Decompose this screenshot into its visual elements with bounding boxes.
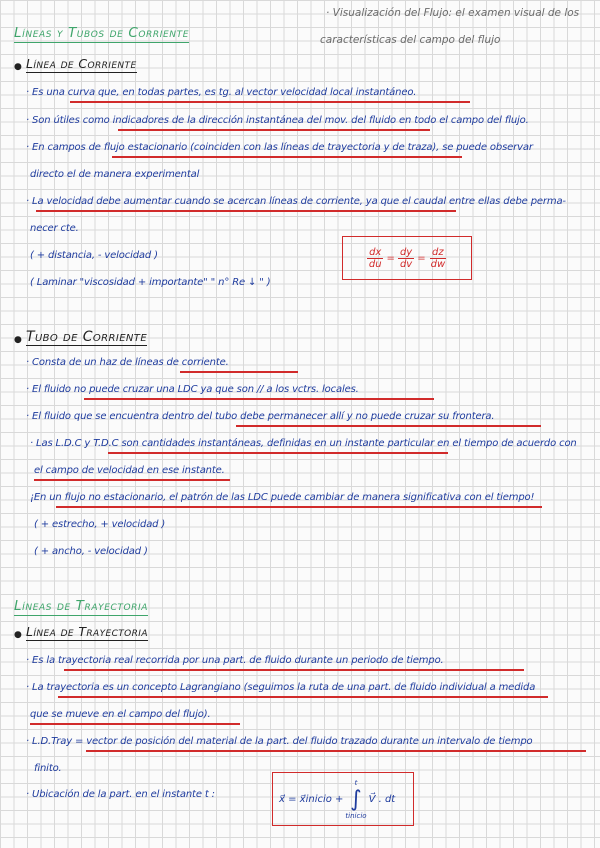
underline-mark [30, 723, 240, 725]
fraction-dx-du [367, 247, 384, 270]
text-line: necer cte. [30, 223, 79, 234]
fraction-numerator: dz [432, 246, 444, 258]
text-line: que se mueve en el campo del flujo). [30, 709, 211, 720]
text-line: · La trayectoria es un concepto Lagrangiano (seguimos la ruta de una part. de fluido individual a medida [26, 682, 536, 693]
equals-sign: = [386, 252, 395, 264]
text-line: ( Laminar "viscosidad + importante" " n° Re ↓ " ) [30, 277, 271, 288]
fraction-dz-dw [429, 247, 448, 270]
text-line: · L.D.Tray = vector de posición del material de la part. del fluido trazado durante un intervalo de tiempo [26, 736, 533, 747]
fraction-numerator: dy [399, 246, 413, 258]
section-title-lineas-trayectoria: Líneas de Trayectoria [14, 598, 149, 614]
underline-mark [70, 101, 470, 103]
text-line: · Ubicación de la part. en el instante t : [26, 789, 215, 800]
underline-mark [36, 210, 456, 212]
underline-mark [108, 452, 448, 454]
text-line: · En campos de flujo estacionario (coinciden con las líneas de trayectoria y de traza), se puede observar [26, 142, 533, 153]
underline-mark [236, 425, 541, 427]
text-line: ( + estrecho, + velocidad ) [34, 519, 166, 530]
integral-group [345, 779, 366, 820]
text-line: · El fluido que se encuentra dentro del tubo debe permanecer allí y no puede cruzar su frontera. [26, 411, 495, 422]
text-line: · Consta de un haz de líneas de corriente. [26, 357, 229, 368]
text-line: · El fluido no puede cruzar una LDC ya que son // a los vctrs. locales. [26, 384, 359, 395]
fraction-dy-dv [398, 247, 414, 270]
section-title-tubo-corriente: Tubo de Corriente [26, 329, 148, 345]
fraction-denominator: du [368, 258, 382, 270]
header-note-line2: características del campo del flujo [320, 34, 501, 46]
integral-lower-limit: tinicio [345, 811, 367, 820]
equation-lhs: x⃗ = x⃗inicio + [279, 793, 344, 805]
text-line: ¡En un flujo no estacionario, el patrón de las LDC puede cambiar de manera significativa con el tiempo! [30, 492, 535, 503]
underline-mark [58, 696, 548, 698]
text-line: ( + ancho, - velocidad ) [34, 546, 148, 557]
fraction-denominator: dw [430, 258, 446, 270]
underline-mark [118, 129, 430, 131]
integrand: V⃗ . dt [368, 793, 396, 805]
bullet-icon: ● [14, 62, 22, 72]
text-line: · Las L.D.C y T.D.C son cantidades instantáneas, definidas en un instante particular en el tiempo de acuerdo con [30, 438, 577, 449]
underline-mark [86, 750, 586, 752]
bullet-icon: ● [14, 630, 22, 640]
text-line: el campo de velocidad en ese instante. [34, 465, 225, 476]
integral-upper-limit: t [354, 778, 358, 787]
text-line: directo el de manera experimental [30, 169, 200, 180]
particle-position-equation-box [272, 772, 414, 826]
section-title-lineas-tubos: Líneas y Tubos de Corriente [14, 25, 190, 41]
text-line: · Es la trayectoria real recorrida por una part. de fluido durante un periodo de tiempo. [26, 655, 444, 666]
underline-mark [34, 479, 230, 481]
bullet-icon: ● [14, 335, 22, 345]
subsection-title-linea-trayectoria: Línea de Trayectoria [26, 624, 148, 639]
text-line: finito. [34, 763, 62, 774]
streamline-equation-box [342, 236, 472, 280]
text-line: · Es una curva que, en todas partes, es tg. al vector velocidad local instantáneo. [26, 87, 417, 98]
underline-mark [84, 398, 434, 400]
underline-mark [56, 506, 542, 508]
fraction-denominator: dv [399, 258, 413, 270]
text-line: · La velocidad debe aumentar cuando se acercan líneas de corriente, ya que el caudal entre ellas debe perma- [26, 196, 566, 207]
integral-sign: ∫ [350, 786, 362, 812]
subsection-title-linea-corriente: Línea de Corriente [26, 56, 137, 71]
underline-mark [112, 156, 462, 158]
text-line: ( + distancia, - velocidad ) [30, 250, 158, 261]
header-note-line1: · Visualización del Flujo: el examen visual de los [326, 7, 580, 19]
text-line: · Son útiles como indicadores de la dirección instantánea del mov. del fluido en todo el campo del flujo. [26, 115, 529, 126]
equals-sign: = [417, 252, 426, 264]
underline-mark [180, 371, 298, 373]
underline-mark [64, 669, 524, 671]
fraction-numerator: dx [369, 246, 382, 258]
